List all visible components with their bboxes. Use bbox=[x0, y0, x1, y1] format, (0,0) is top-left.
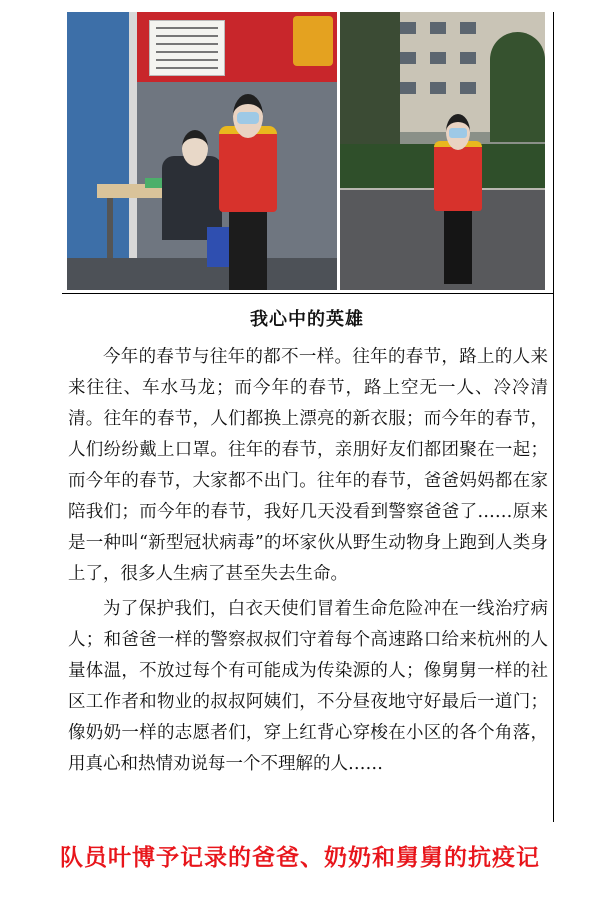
photo-caption: 队员叶博予记录的爸爸、奶奶和舅舅的抗疫记 bbox=[60, 845, 540, 871]
paragraph: 今年的春节与往年的都不一样。往年的春节，路上的人来来往往、车水马龙；而今年的春节，路上空无一人、冷冷清清。往年的春节，人们都换上漂亮的新衣服；而今年的春节，人们纷纷戴上口罩。往年的春节，亲朋好友们都团聚在一起；而今年的春节，大家都不出门。往年的春节，爸爸妈妈都在家陪我们；而今年的春节，我好几天没看到警察爸爸了……原来是一种叫“新型冠状病毒”的坏家伙从野生动物身上跑到人类身上了，很多人生病了甚至失去生命。 bbox=[68, 347, 548, 584]
divider-vertical bbox=[553, 12, 554, 822]
article-body bbox=[62, 342, 552, 780]
article-title: 我心中的英雄 bbox=[250, 309, 364, 330]
checkpoint-tent-photo bbox=[67, 12, 337, 290]
notice-board-image bbox=[149, 20, 225, 76]
article bbox=[62, 294, 552, 826]
volunteer-street-photo bbox=[340, 12, 545, 290]
photo-strip bbox=[67, 12, 545, 290]
paragraph: 为了保护我们，白衣天使们冒着生命危险冲在一线治疗病人；和爸爸一样的警察叔叔们守着每个高速路口给来杭州的人量体温，不放过每个有可能成为传染源的人；像舅舅一样的社区工作者和物业的叔叔阿姨们，不分昼夜地守好最后一道门；像奶奶一样的志愿者们，穿上红背心穿梭在小区的各个角落，用真心和热情劝说每一个不理解的人…… bbox=[68, 599, 548, 774]
